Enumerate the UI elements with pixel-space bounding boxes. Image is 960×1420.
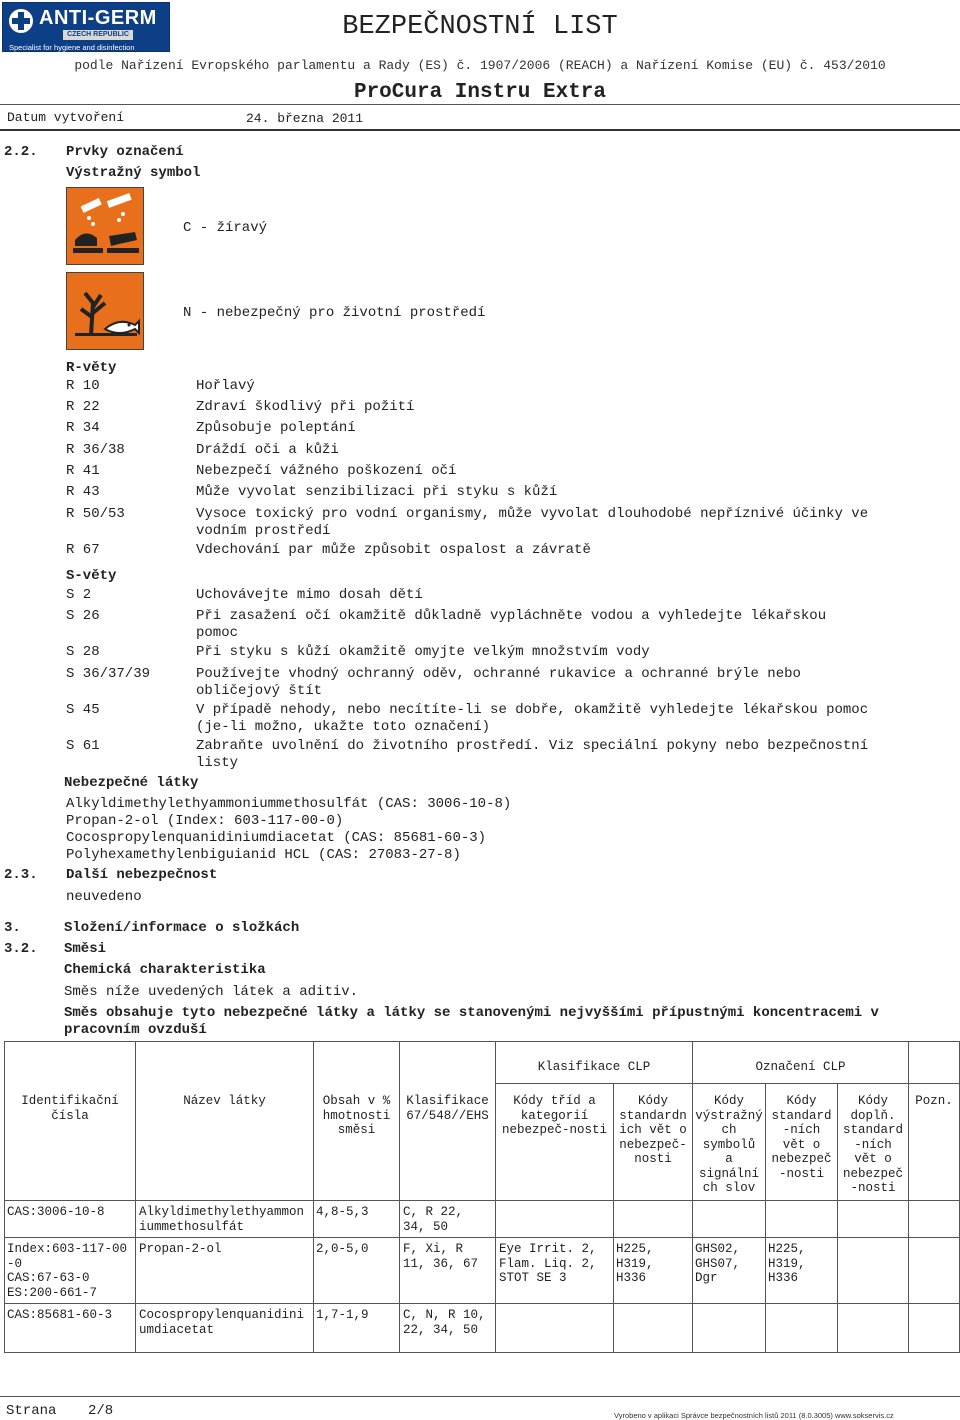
s-code: S 28 xyxy=(66,644,100,660)
note-text-continued: pracovním ovzduší xyxy=(64,1022,207,1038)
r-text: Dráždí oči a kůži xyxy=(196,442,339,458)
header-line: nebezpeč- xyxy=(619,1137,687,1152)
r-text: Může vyvolat senzibilizaci při styku s kůží xyxy=(196,484,558,500)
section-number: 3. xyxy=(4,920,21,936)
hazardous-substance: Polyhexamethylenbiguianid HCL (CAS: 27083-27-8) xyxy=(66,847,461,863)
cell-line: 1,7-1,9 xyxy=(316,1308,369,1322)
r-code: R 10 xyxy=(66,378,100,394)
table-cell-name xyxy=(139,1205,304,1234)
table-border xyxy=(4,1237,959,1238)
cell-line: Cocospropylenquanidini xyxy=(139,1308,305,1322)
cell-line: CAS:67-63-0 xyxy=(7,1271,90,1285)
symbol-label-environment: N - nebezpečný pro životní prostředí xyxy=(183,305,486,321)
header-line: -nosti xyxy=(778,1166,824,1181)
logo-tagline: Specialist for hygiene and disinfection xyxy=(9,43,135,52)
header-line: Obsah v % xyxy=(322,1094,391,1108)
s-text: Při zasažení očí okamžitě důkladně vypláchněte vodou a vyhledejte lékařskou xyxy=(196,608,827,624)
table-border xyxy=(4,1200,959,1201)
table-cell-content xyxy=(316,1205,369,1220)
r-code: R 41 xyxy=(66,463,100,479)
header-line: nebezpeč xyxy=(771,1152,832,1166)
s-code: S 2 xyxy=(66,587,92,603)
table-border xyxy=(692,1041,693,1353)
cell-line: CAS:85681-60-3 xyxy=(7,1308,113,1322)
cell-line: Propan-2-ol xyxy=(139,1242,222,1256)
header-line: Název látky xyxy=(183,1094,266,1108)
table-cell-content xyxy=(316,1242,369,1257)
cell-line: ES:200-661-7 xyxy=(7,1285,98,1300)
table-border xyxy=(399,1041,400,1353)
cell-line: Index:603-117-00 xyxy=(7,1242,128,1256)
header-line: čísla xyxy=(51,1108,89,1123)
table-border xyxy=(4,1352,959,1353)
page-label: Strana xyxy=(6,1403,57,1419)
page-number: 2/8 xyxy=(88,1403,114,1419)
table-cell-id xyxy=(7,1205,105,1220)
document-title: BEZPEČNOSTNÍ LIST xyxy=(342,12,618,42)
cell-line: Alkyldimethylethyammon xyxy=(139,1205,305,1219)
corrosive-icon xyxy=(66,187,144,265)
hazardous-substance: Alkyldimethylethyammoniummethosulfát (CAS: 3006-10-8) xyxy=(66,796,512,812)
s-text: Zabraňte uvolnění do životního prostředí. Viz speciální pokyny nebo bezpečnostní xyxy=(196,738,869,754)
regulation-line: podle Nařízení Evropského parlamentu a Rady (ES) č. 1907/2006 (REACH) a Nařízení Komise (EU) č. 453/2010 xyxy=(74,58,886,73)
column-header-supplementary xyxy=(838,1094,908,1196)
r-text: Hořlavý xyxy=(196,378,255,394)
header-line: a xyxy=(725,1152,733,1166)
table-cell-content xyxy=(316,1308,369,1323)
header-line: hmotnosti xyxy=(322,1108,391,1123)
cell-line: 11, 36, 67 xyxy=(403,1256,479,1271)
group-header-clp: Klasifikace CLP xyxy=(537,1060,651,1074)
table-cell-name xyxy=(139,1242,222,1257)
subsection-title: Směsi xyxy=(64,941,107,957)
cell-line: GHS02, xyxy=(695,1242,741,1256)
header-line: signální xyxy=(698,1166,759,1181)
header-line: Kódy tříd a xyxy=(513,1094,596,1108)
s-text-continued: pomoc xyxy=(196,625,239,641)
header-line: symbolů xyxy=(702,1137,756,1152)
table-cell-class xyxy=(403,1308,486,1337)
s-code: S 26 xyxy=(66,608,100,624)
header-line: standard xyxy=(771,1108,832,1123)
table-border xyxy=(4,1041,959,1042)
r-text: Nebezpečí vážného poškození očí xyxy=(196,463,457,479)
hazardous-substance: Cocospropylenquanidiniumdiacetat (CAS: 85681-60-3) xyxy=(66,830,487,846)
cell-line: H225, xyxy=(616,1242,654,1256)
cell-line: Dgr xyxy=(695,1271,718,1285)
header-line: 67/548//EHS xyxy=(406,1108,489,1123)
column-header-id xyxy=(5,1094,135,1123)
cell-line: H336 xyxy=(768,1271,799,1285)
table-cell-label-std xyxy=(768,1242,806,1286)
s-text: Uchovávejte mimo dosah dětí xyxy=(196,587,423,603)
header-line: nosti xyxy=(634,1152,672,1166)
cell-line: iummethosulfát xyxy=(139,1219,245,1234)
header-line: -nosti xyxy=(850,1181,896,1195)
header-line: doplň. xyxy=(850,1108,896,1123)
r-text: Způsobuje poleptání xyxy=(196,420,356,436)
r-text: Zdraví škodlivý při požití xyxy=(196,399,415,415)
table-cell-class xyxy=(403,1205,463,1234)
logo-subtitle: CZECH REPUBLIC xyxy=(63,30,133,40)
r-phrases-heading: R-věty xyxy=(66,360,117,376)
s-text-continued: obličejový štít xyxy=(196,683,323,699)
header-line: ich vět o xyxy=(619,1123,687,1137)
table-cell-hazard-std xyxy=(616,1242,654,1286)
environment-hazard-icon xyxy=(66,272,144,350)
s-phrases-heading: S-věty xyxy=(66,568,117,584)
s-text: Používejte vhodný ochranný oděv, ochranné rukavice a ochranné brýle nebo xyxy=(196,666,801,682)
column-header-name xyxy=(136,1094,313,1109)
r-code: R 22 xyxy=(66,399,100,415)
cell-line: GHS07, xyxy=(695,1256,741,1271)
symbol-heading: Výstražný symbol xyxy=(66,165,201,181)
r-code: R 67 xyxy=(66,542,100,558)
hazardous-heading: Nebezpečné látky xyxy=(64,775,199,791)
s-code: S 36/37/39 xyxy=(66,666,151,682)
r-code: R 34 xyxy=(66,420,100,436)
footer-divider xyxy=(0,1396,960,1397)
cell-line: F, Xi, R xyxy=(403,1242,464,1256)
subsection-number: 3.2. xyxy=(4,941,38,957)
chem-heading: Chemická charakteristika xyxy=(64,962,266,978)
composition-table xyxy=(0,1041,960,1353)
section-title: Další nebezpečnost xyxy=(66,867,218,883)
column-header-hazard-class xyxy=(496,1094,613,1138)
table-border xyxy=(908,1041,909,1353)
header-line: Kódy xyxy=(857,1094,888,1108)
cell-line: STOT SE 3 xyxy=(499,1271,567,1285)
header-line: Kódy xyxy=(713,1094,744,1108)
cell-line: umdiacetat xyxy=(139,1322,215,1337)
group-header-label: Označení CLP xyxy=(755,1060,846,1074)
cell-line: 34, 50 xyxy=(403,1219,449,1234)
section-number: 2.3. xyxy=(4,867,38,883)
cell-line: H336 xyxy=(616,1271,647,1285)
table-cell-id xyxy=(7,1308,112,1323)
cross-icon xyxy=(9,9,33,33)
cell-line: H319, xyxy=(616,1256,654,1271)
header-line: kategorií xyxy=(520,1108,589,1123)
cell-line: 2,0-5,0 xyxy=(316,1242,369,1256)
column-header-classification xyxy=(400,1094,495,1123)
r-text-continued: vodním prostředí xyxy=(196,523,331,539)
header-divider xyxy=(0,104,960,105)
cell-line: Flam. Liq. 2, xyxy=(499,1256,597,1271)
symbol-label-corrosive: C - žíravý xyxy=(183,220,268,236)
cell-line: -0 xyxy=(7,1256,23,1271)
header-line: ch xyxy=(721,1123,737,1137)
header-line: nebezpeč-nosti xyxy=(501,1123,608,1137)
logo-text: ANTI-GERM xyxy=(39,7,157,29)
header-line: směsi xyxy=(337,1123,376,1137)
section-number: 2.2. xyxy=(4,144,38,160)
r-text: Vysoce toxický pro vodní organismy, může vyvolat dlouhodobé nepříznivé účinky ve xyxy=(196,506,869,522)
header-line: Identifikační xyxy=(21,1094,119,1108)
cell-line: 4,8-5,3 xyxy=(316,1205,369,1219)
table-cell-pictogram xyxy=(695,1242,740,1286)
r-text: Vdechování par může způsobit ospalost a závratě xyxy=(196,542,591,558)
s-code: S 61 xyxy=(66,738,100,754)
s-code: S 45 xyxy=(66,702,100,718)
company-logo xyxy=(2,2,170,52)
note-text: Směs obsahuje tyto nebezpečné látky a látky se stanovenými nejvyššími přípustnými koncentracemi v xyxy=(64,1005,879,1021)
r-code: R 43 xyxy=(66,484,100,500)
section-title: Prvky označení xyxy=(66,144,184,160)
header-line: vět o xyxy=(782,1137,821,1152)
table-border xyxy=(135,1041,136,1353)
date-label: Datum vytvoření xyxy=(7,110,125,125)
s-text-continued: listy xyxy=(196,755,239,771)
column-header-hazard-statements xyxy=(614,1094,692,1167)
cell-line: H319, xyxy=(768,1256,806,1271)
table-border xyxy=(4,1303,959,1304)
table-border xyxy=(313,1041,314,1353)
cell-line: H225, xyxy=(768,1242,806,1256)
cell-line: C, N, R 10, xyxy=(403,1308,486,1322)
date-value: 24. března 2011 xyxy=(246,111,364,126)
section-title: Složení/informace o složkách xyxy=(64,920,300,936)
header-line: Kódy xyxy=(786,1094,817,1108)
header-line: Pozn. xyxy=(915,1094,953,1108)
section-value: neuvedeno xyxy=(66,889,142,905)
table-cell-id xyxy=(7,1242,127,1300)
header-line: ch slov xyxy=(702,1181,756,1195)
header-line: výstražný xyxy=(695,1108,763,1123)
s-text: V případě nehody, nebo necítíte-li se dobře, okamžitě vyhledejte lékařskou pomoc xyxy=(196,702,869,718)
chem-text: Směs níže uvedených látek a aditiv. xyxy=(64,984,359,1000)
header-line: Kódy xyxy=(637,1094,668,1108)
product-name: ProCura Instru Extra xyxy=(353,81,607,104)
cell-line: 22, 34, 50 xyxy=(403,1322,479,1337)
column-header-content xyxy=(314,1094,399,1138)
cell-line: CAS:3006-10-8 xyxy=(7,1205,105,1219)
s-text-continued: (je-li možno, ukažte toto označení) xyxy=(196,719,491,735)
cell-line: Eye Irrit. 2, xyxy=(499,1242,597,1256)
header-line: standard xyxy=(842,1123,903,1137)
table-border xyxy=(4,1041,5,1353)
table-cell-hazard-class xyxy=(499,1242,597,1286)
header-line: standardn xyxy=(619,1108,687,1123)
r-code: R 36/38 xyxy=(66,442,125,458)
header-line: -ních xyxy=(782,1123,821,1137)
table-border xyxy=(495,1083,959,1084)
column-header-pictogram-codes xyxy=(693,1094,765,1196)
column-header-label-statements xyxy=(766,1094,837,1181)
cell-line: C, R 22, xyxy=(403,1205,464,1219)
table-border xyxy=(495,1041,496,1353)
producer-note: Vyrobeno v aplikaci Správce bezpečnostních listů 2011 (8.0.3005) www.sokservis.cz xyxy=(614,1411,894,1420)
table-cell-class xyxy=(403,1242,478,1271)
r-code: R 50/53 xyxy=(66,506,125,522)
s-text: Při styku s kůží okamžitě omyjte velkým množstvím vody xyxy=(196,644,650,660)
header-line: -ních xyxy=(854,1137,892,1152)
column-header-note xyxy=(909,1094,959,1109)
header-line: Klasifikace xyxy=(406,1094,489,1108)
header-bottom-divider xyxy=(0,129,960,131)
hazardous-substance: Propan-2-ol (Index: 603-117-00-0) xyxy=(66,813,344,829)
header-line: nebezpeč xyxy=(842,1166,903,1181)
header-line: vět o xyxy=(854,1152,892,1166)
table-cell-name xyxy=(139,1308,304,1337)
